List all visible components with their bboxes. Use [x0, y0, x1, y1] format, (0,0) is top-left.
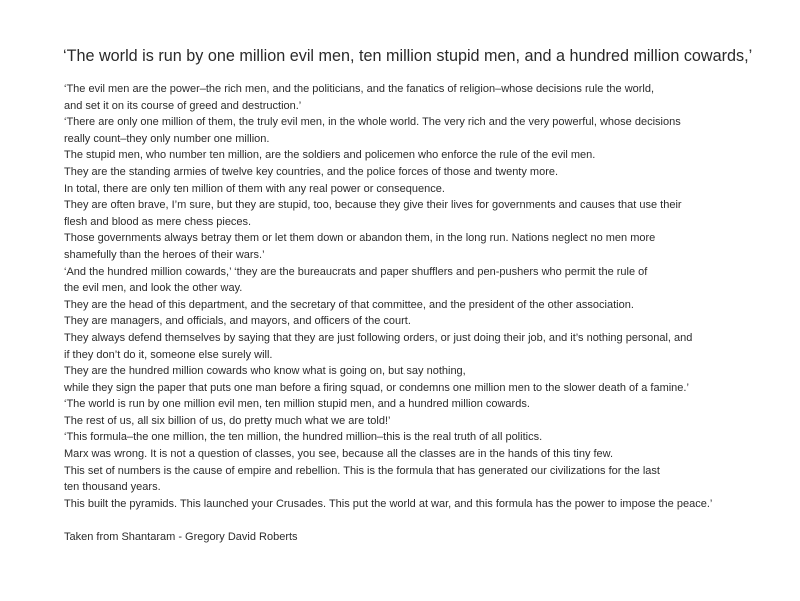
quote-line: The rest of us, all six billion of us, do pretty much what we are told!’	[64, 414, 391, 427]
quote-line: and set it on its course of greed and destruction.’	[64, 99, 302, 112]
quote-line: ‘And the hundred million cowards,’ ‘they are the bureaucrats and paper shufflers and pen-pushers who permit the rule of	[64, 265, 648, 278]
quote-line: shamefully than the heroes of their wars.’	[64, 248, 265, 261]
quote-line: while they sign the paper that puts one man before a firing squad, or condemns one million men to the slower death of a famine.’	[64, 381, 689, 394]
quote-line: really count–they only number one million.	[64, 132, 270, 145]
quote-line: They are managers, and officials, and mayors, and officers of the court.	[64, 315, 411, 328]
quote-line: The stupid men, who number ten million, are the soldiers and policemen who enforce the rule of the evil men.	[64, 149, 596, 162]
quote-line: ‘The evil men are the power–the rich men, and the politicians, and the fanatics of religion–whose decisions rule the world,	[64, 83, 655, 95]
quote-line: They always defend themselves by saying that they are just following orders, or just doing their job, and it’s nothing personal, and	[64, 331, 693, 344]
quote-line: In total, there are only ten million of them with any real power or consequence.	[64, 182, 445, 195]
quote-title: ‘The world is run by one million evil men, ten million stupid men, and a hundred million cowards,’	[63, 47, 753, 65]
quote-line: This set of numbers is the cause of empire and rebellion. This is the formula that has generated our civilizations for the last	[64, 464, 660, 477]
quote-line: if they don’t do it, someone else surely will.	[64, 348, 273, 361]
quote-line: They are often brave, I’m sure, but they are stupid, too, because they give their lives for governments and causes that use their	[64, 199, 682, 212]
quote-line: ten thousand years.	[64, 481, 161, 494]
quote-line: They are the standing armies of twelve key countries, and the police forces of those and twenty more.	[64, 165, 559, 178]
quote-line: flesh and blood as mere chess pieces.	[64, 215, 252, 228]
quote-body	[64, 81, 764, 512]
quote-line: ‘This formula–the one million, the ten million, the hundred million–this is the real truth of all politics.	[64, 431, 543, 444]
quote-line: This built the pyramids. This launched your Crusades. This put the world at war, and this formula has the power to impose the peace.’	[64, 497, 713, 510]
quote-line: the evil men, and look the other way.	[64, 282, 243, 295]
source-attribution: Taken from Shantaram - Gregory David Roberts	[64, 531, 298, 543]
quote-line: ‘The world is run by one million evil men, ten million stupid men, and a hundred million cowards.	[64, 398, 530, 411]
quote-line: They are the hundred million cowards who know what is going on, but say nothing,	[64, 365, 466, 378]
quote-line: ‘There are only one million of them, the truly evil men, in the whole world. The very rich and the very powerful, whose decisions	[64, 116, 681, 129]
quote-line: Marx was wrong. It is not a question of classes, you see, because all the classes are in the hands of this tiny few.	[64, 448, 614, 461]
quote-line: Those governments always betray them or let them down or abandon them, in the long run. Nations neglect no men more	[64, 232, 656, 245]
quote-line: They are the head of this department, and the secretary of that committee, and the president of the other association.	[64, 298, 634, 311]
